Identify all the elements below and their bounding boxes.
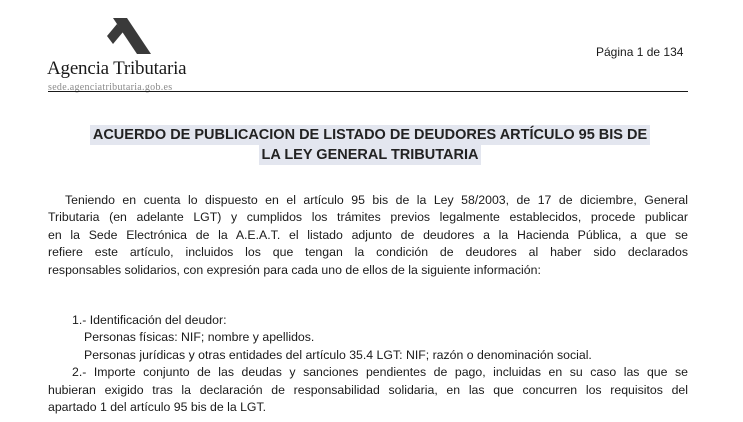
intro-line: Teniendo en cuenta lo dispuesto en el artículo 95 bis de la Ley 58/2003, de 17 de diciembre, General	[65, 193, 688, 207]
list-item-detail: Personas físicas: NIF; nombre y apellidos.	[84, 330, 315, 345]
title-line-1: ACUERDO DE PUBLICACION DE LISTADO DE DEUDORES ARTÍCULO 95 BIS DE	[90, 125, 650, 145]
title-line-2: LA LEY GENERAL TRIBUTARIA	[259, 145, 482, 165]
list-item-title: 1.- Identificación del deudor:	[72, 313, 227, 327]
logo-url: sede.agenciatributaria.gob.es	[48, 82, 173, 93]
list-item-title: 2.- Importe conjunto de las deudas y sanciones pendientes de pago, incluidas en su caso las que se	[72, 365, 688, 380]
intro-line: refiere este artículo, incluidos los que tengan la condición de deudores al haber sido declarados	[48, 245, 688, 260]
list-item-text: hubieran exigido tras la declaración de responsabilidad solidaria, en las que concurren los requisitos del	[48, 382, 688, 397]
agencia-tributaria-logo	[47, 18, 227, 98]
logo-name: Agencia Tributaria	[47, 58, 187, 79]
page-number: Página 1 de 134	[596, 45, 684, 59]
header-divider	[48, 91, 688, 92]
list-item-detail: Personas jurídicas y otras entidades del artículo 35.4 LGT: NIF; razón o denominación social.	[84, 347, 592, 362]
document-title	[40, 125, 700, 165]
intro-line: en la Sede Electrónica de la A.E.A.T. el listado adjunto de deudores a la Hacienda Pública, a que se	[48, 227, 688, 242]
intro-line: responsables solidarios, con expresión para cada uno de ellos de la siguiente información:	[48, 262, 541, 277]
agency-emblem-icon	[107, 18, 153, 60]
information-list	[48, 312, 688, 416]
intro-line: Tributaria (en adelante LGT) y cumplidos los trámites previos legalmente establecidos, procede publicar	[48, 210, 688, 225]
list-item-text: apartado 1 del artículo 95 bis de la LGT.	[48, 400, 267, 415]
intro-paragraph	[48, 192, 688, 279]
